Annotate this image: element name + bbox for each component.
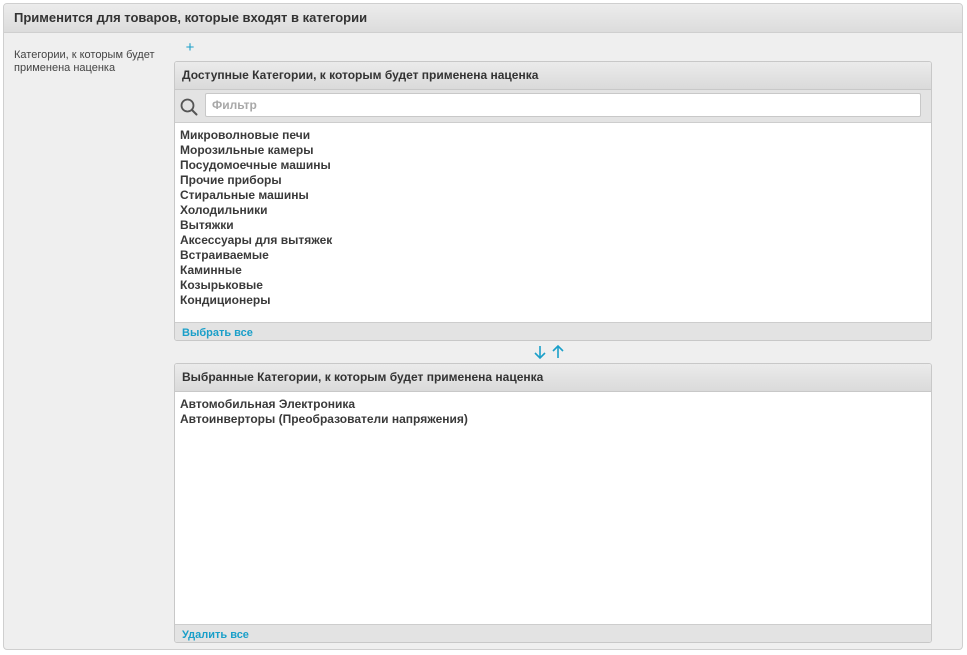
list-item[interactable]: Посудомоечные машины — [180, 158, 331, 172]
filter-input[interactable] — [205, 93, 921, 117]
list-item[interactable]: Кондиционеры — [180, 293, 271, 307]
list-item[interactable]: Вытяжки — [180, 218, 234, 232]
panel-title: Применится для товаров, которые входят в категории — [4, 4, 962, 33]
remove-all-link[interactable]: Удалить все — [182, 629, 249, 641]
field-label: Категории, к которым будет применена наценка — [14, 49, 155, 74]
list-item[interactable]: Козырьковые — [180, 278, 263, 292]
list-item[interactable]: Прочие приборы — [180, 173, 282, 187]
available-categories-box — [174, 61, 932, 341]
arrow-down-icon[interactable] — [532, 343, 548, 361]
arrow-up-icon[interactable] — [550, 343, 566, 361]
selected-categories-list — [175, 392, 931, 427]
available-footer — [175, 322, 931, 340]
list-item[interactable]: Каминные — [180, 263, 242, 277]
list-item[interactable]: Автомобильная Электроника — [180, 397, 356, 411]
list-item[interactable]: Встраиваемые — [180, 248, 269, 262]
list-item[interactable]: Аксессуары для вытяжек — [180, 233, 333, 247]
list-item[interactable]: Автоинверторы (Преобразователи напряжения) — [180, 412, 468, 426]
available-categories-list — [175, 123, 931, 308]
list-item[interactable]: Холодильники — [180, 203, 268, 217]
add-category-button[interactable]: + — [185, 39, 195, 56]
list-item[interactable]: Стиральные машины — [180, 188, 309, 202]
selected-footer — [175, 624, 931, 642]
category-markup-panel — [3, 3, 963, 650]
available-categories-title: Доступные Категории, к которым будет применена наценка — [175, 62, 931, 90]
select-all-link[interactable]: Выбрать все — [182, 327, 253, 339]
search-icon — [180, 98, 198, 116]
list-item[interactable]: Микроволновые печи — [180, 128, 311, 142]
filter-row — [175, 90, 931, 123]
selected-categories-box — [174, 363, 932, 643]
move-arrows — [532, 343, 566, 361]
selected-categories-title: Выбранные Категории, к которым будет применена наценка — [175, 364, 931, 392]
list-item[interactable]: Морозильные камеры — [180, 143, 314, 157]
